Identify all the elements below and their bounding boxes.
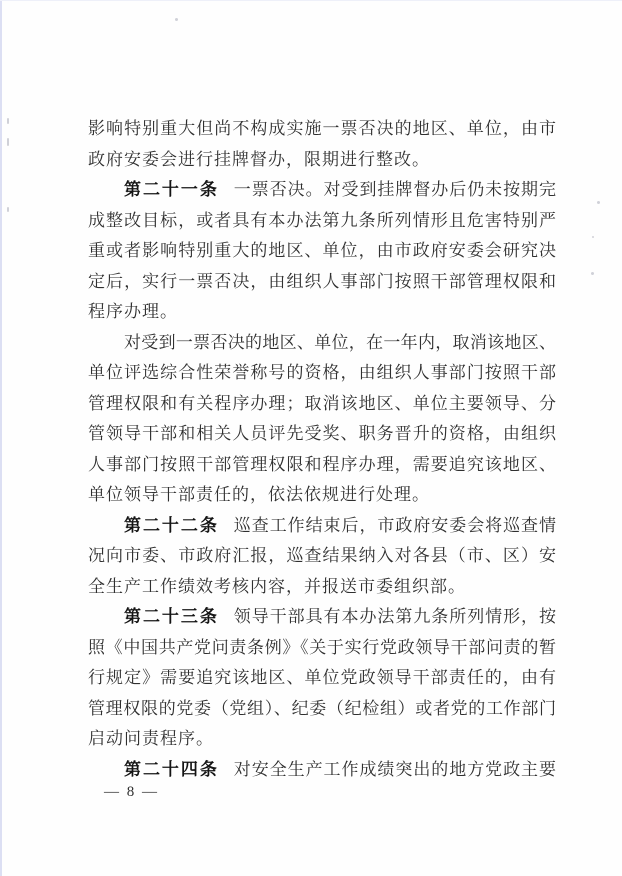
article-number-heading: 第二十三条 [124, 607, 219, 626]
scan-speck [7, 207, 9, 212]
scan-speck [591, 272, 594, 275]
text-line: 全生产工作绩效考核内容，并报送市委组织部。 [88, 576, 466, 596]
text-line: 成整改目标，或者具有本办法第九条所列情形且危害特别严 [88, 210, 556, 230]
text-line: 管理权限和有关程序办理；取消该地区、单位主要领导、分 [88, 393, 556, 413]
text-line: 重或者影响特别重大的地区、单位，由市政府安委会研究决 [88, 241, 556, 260]
text-line: 第二十一条 一票否决。对受到挂牌督办后仍未按期完 [124, 180, 556, 199]
scan-speck [7, 138, 9, 146]
scan-speck [7, 118, 9, 124]
document-body [88, 114, 556, 785]
text-line: 行规定》需要追究该地区、单位党政领导干部责任的，由有 [88, 668, 556, 687]
text-line: 影响特别重大但尚不构成实施一票否决的地区、单位，由市 [88, 119, 556, 138]
text-line: 对受到一票否决的地区、单位，在一年内，取消该地区、 [124, 332, 556, 352]
text-line: 单位领导干部责任的，依法依规进行处理。 [88, 485, 430, 504]
text-line: 况向市委、市政府汇报，巡查结果纳入对各县（市、区）安 [88, 546, 556, 565]
scan-speck [592, 236, 594, 238]
text-line: 第二十四条 对安全生产工作成绩突出的地方党政主要 [124, 759, 556, 779]
text-line: 启动问责程序。 [88, 729, 214, 748]
text-line: 程序办理。 [88, 302, 178, 321]
scan-speck [597, 201, 600, 204]
text-line: 单位评选综合性荣誉称号的资格，由组织人事部门按照干部 [88, 363, 556, 382]
text-line: 第二十三条 领导干部具有本办法第九条所列情形，按 [124, 607, 556, 626]
article-number-heading: 第二十四条 [124, 759, 219, 779]
text-line: 定后，实行一票否决，由组织人事部门按照干部管理权限和 [88, 271, 556, 291]
text-line: 政府安委会进行挂牌督办，限期进行整改。 [88, 149, 430, 169]
article-number-heading: 第二十二条 [124, 515, 219, 535]
scan-edge-left-artifact [0, 0, 2, 876]
text-line: 照《中国共产党问责条例》《关于实行党政领导干部问责的暂 [88, 637, 556, 657]
text-line: 管理权限的党委（党组）、纪委（纪检组）或者党的工作部门 [88, 698, 556, 718]
text-line: 第二十二条 巡查工作结束后，市政府安委会将巡查情 [124, 515, 556, 535]
scan-edge-top-artifact [0, 0, 622, 1]
scan-speck [175, 18, 178, 21]
text-line: 管领导干部和相关人员评先受奖、职务晋升的资格，由组织 [88, 424, 556, 443]
text-line: 人事部门按照干部管理权限和程序办理，需要追究该地区、 [88, 454, 556, 474]
page-number: — 8 — [104, 784, 159, 800]
article-number-heading: 第二十一条 [124, 180, 219, 199]
